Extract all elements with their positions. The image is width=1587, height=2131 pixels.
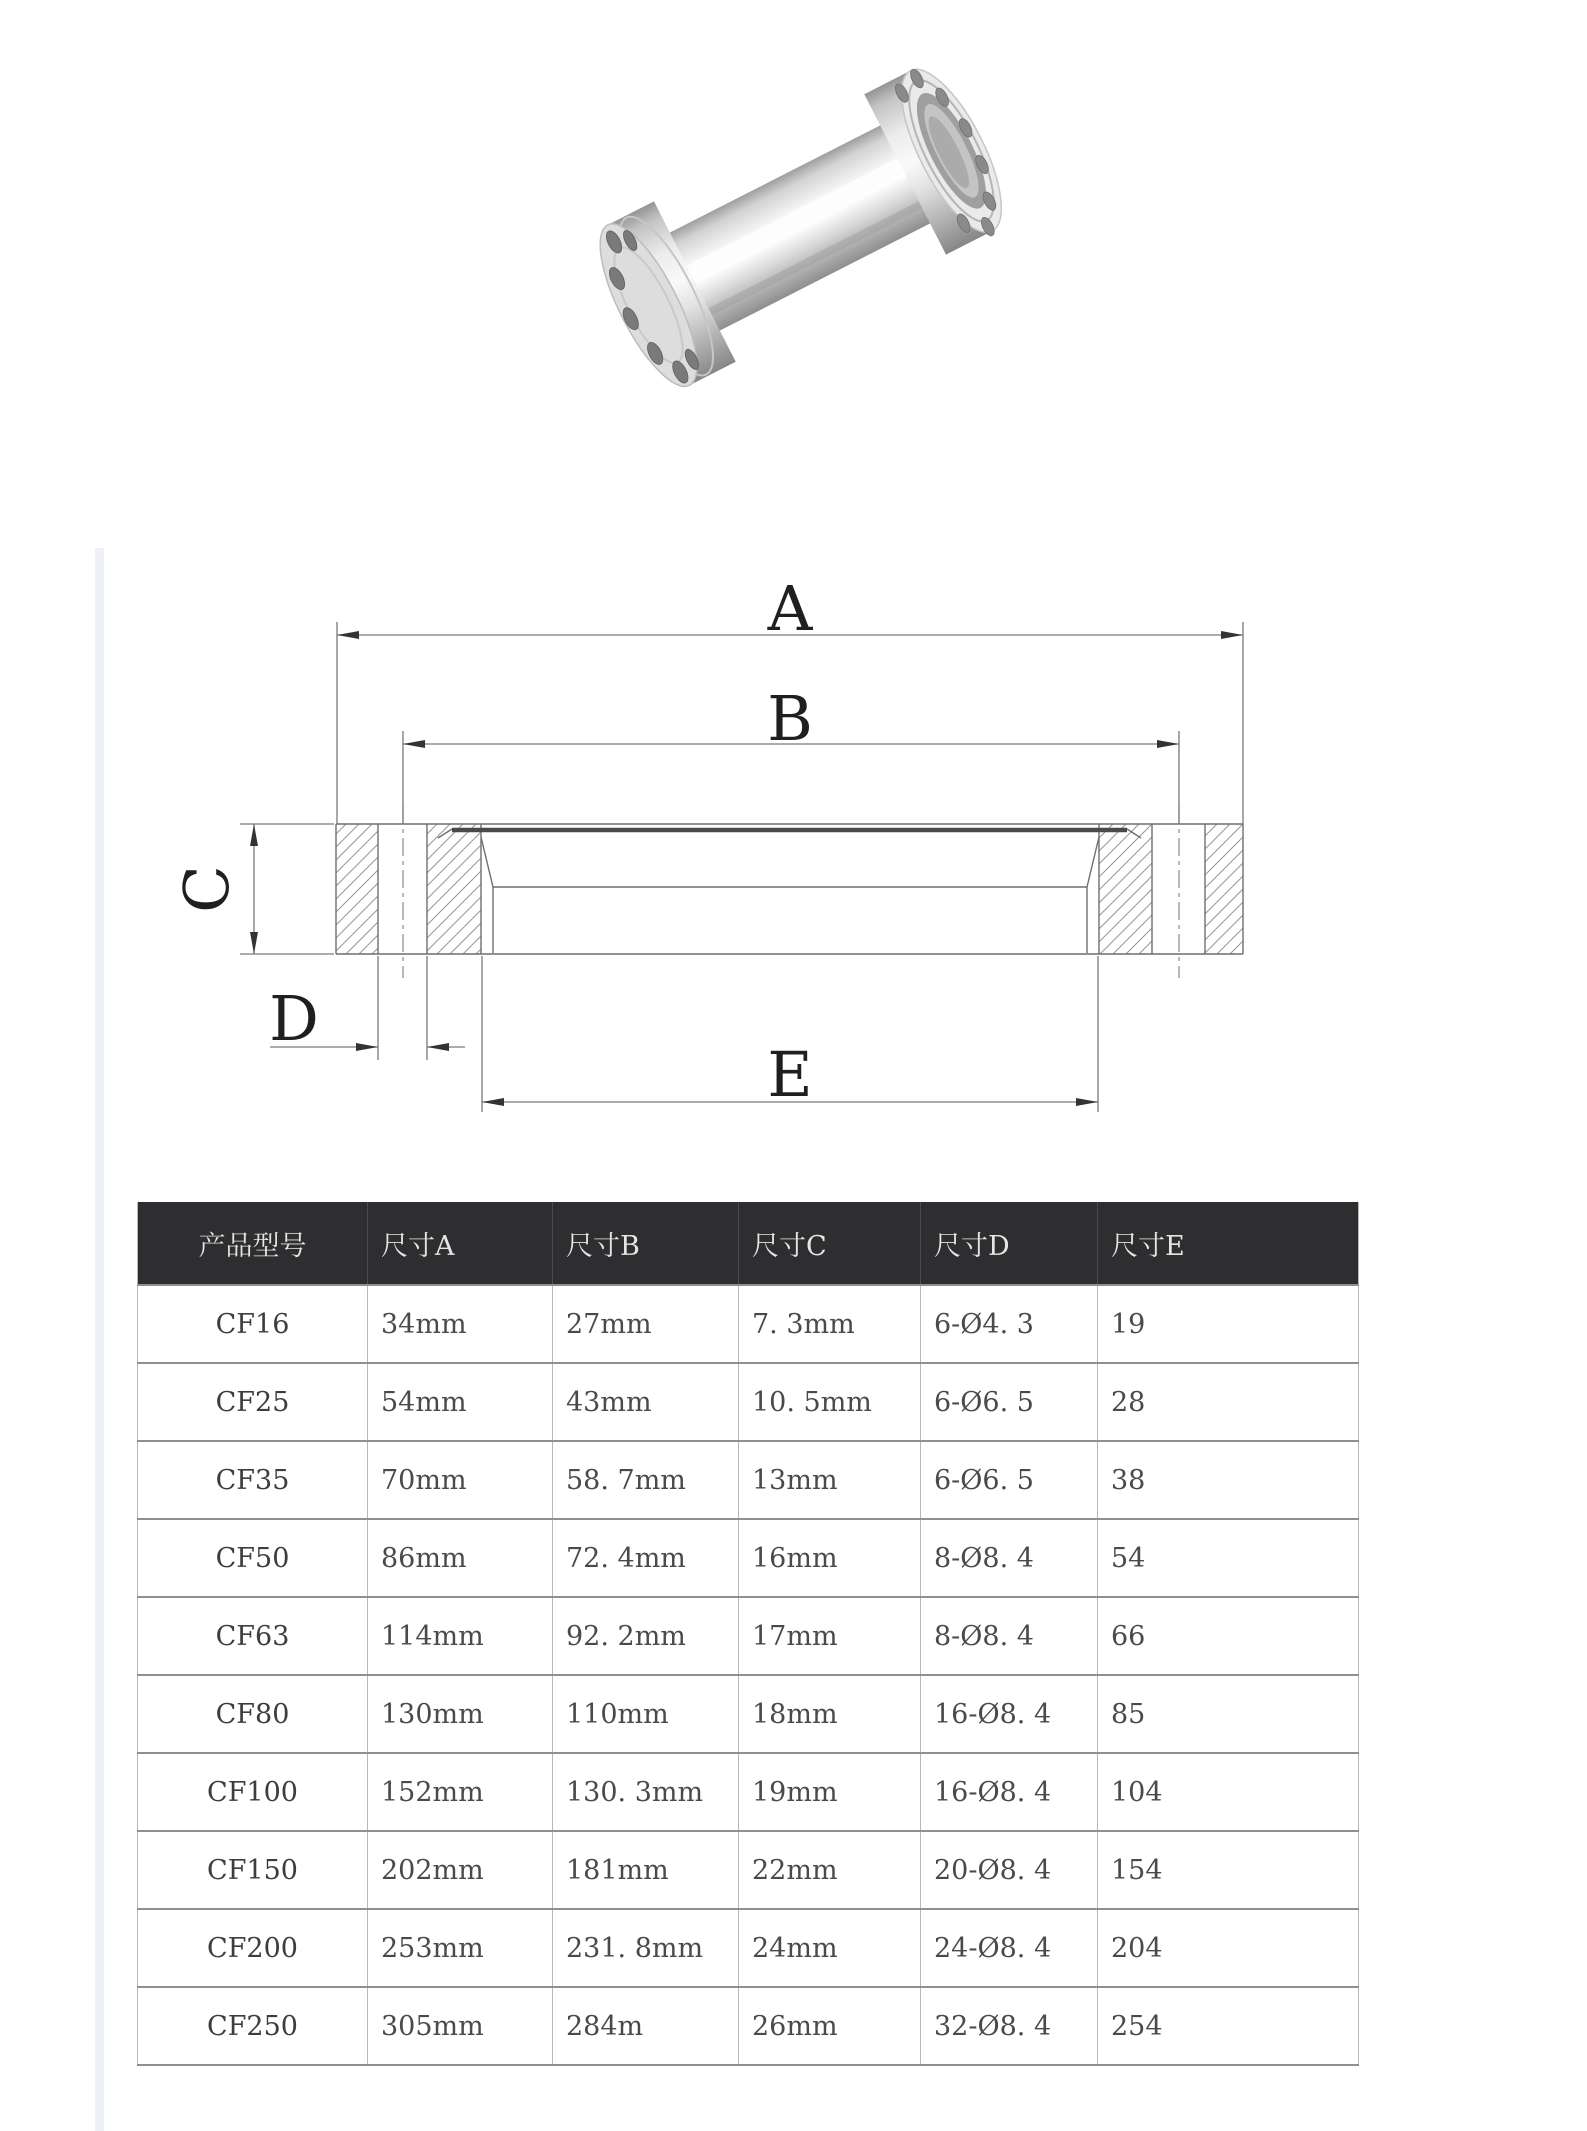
table-row (138, 1675, 1359, 1753)
dimension-cell: 24-Ø8. 4 (921, 1909, 1098, 1987)
dimension-cell: 253mm (368, 1909, 553, 1987)
dimension-cell: 66 (1098, 1597, 1359, 1675)
column-header: 尺寸C (739, 1202, 921, 1285)
model-cell: CF63 (138, 1597, 368, 1675)
table-row (138, 1909, 1359, 1987)
dim-label-a: A (767, 572, 813, 645)
header-row (138, 1202, 1359, 1285)
dimension-cell: 8-Ø8. 4 (921, 1519, 1098, 1597)
dimension-cell: 24mm (739, 1909, 921, 1987)
dimension-cell: 7. 3mm (739, 1285, 921, 1363)
dimension-cell: 13mm (739, 1441, 921, 1519)
table-row (138, 1285, 1359, 1363)
dimension-cell: 22mm (739, 1831, 921, 1909)
dimension-cell: 16mm (739, 1519, 921, 1597)
model-cell: CF50 (138, 1519, 368, 1597)
dimension-cell: 58. 7mm (553, 1441, 739, 1519)
column-header: 尺寸B (553, 1202, 739, 1285)
dimension-cell: 114mm (368, 1597, 553, 1675)
table-row (138, 1831, 1359, 1909)
dimension-cell: 202mm (368, 1831, 553, 1909)
column-header: 尺寸D (921, 1202, 1098, 1285)
model-cell: CF16 (138, 1285, 368, 1363)
table-row (138, 1441, 1359, 1519)
flange-section-hatching (336, 824, 1243, 954)
dimension-cell: 54 (1098, 1519, 1359, 1597)
dimension-lines (240, 622, 1243, 1112)
dim-label-d: D (269, 982, 319, 1055)
table-row (138, 1363, 1359, 1441)
dimension-cell: 20-Ø8. 4 (921, 1831, 1098, 1909)
dimension-cell: 28 (1098, 1363, 1359, 1441)
dimension-cell: 70mm (368, 1441, 553, 1519)
dimension-cell: 32-Ø8. 4 (921, 1987, 1098, 2065)
column-header: 尺寸A (368, 1202, 553, 1285)
dimension-cell: 154 (1098, 1831, 1359, 1909)
dim-label-c: C (170, 865, 243, 913)
dimension-cell: 104 (1098, 1753, 1359, 1831)
spec-table-header (138, 1202, 1359, 1285)
dimension-cell: 16-Ø8. 4 (921, 1753, 1098, 1831)
dimension-cell: 305mm (368, 1987, 553, 2065)
dimension-cell: 19mm (739, 1753, 921, 1831)
dim-label-e: E (767, 1038, 813, 1111)
column-header: 产品型号 (138, 1202, 368, 1285)
dimension-cell: 38 (1098, 1441, 1359, 1519)
spec-table-body (138, 1285, 1359, 2065)
dimension-cell: 181mm (553, 1831, 739, 1909)
dimension-cell: 254 (1098, 1987, 1359, 2065)
dimension-arrows (250, 631, 1243, 1106)
table-row (138, 1987, 1359, 2065)
model-cell: CF150 (138, 1831, 368, 1909)
model-cell: CF100 (138, 1753, 368, 1831)
model-cell: CF250 (138, 1987, 368, 2065)
dimension-cell: 8-Ø8. 4 (921, 1597, 1098, 1675)
model-cell: CF25 (138, 1363, 368, 1441)
dimension-cell: 110mm (553, 1675, 739, 1753)
dimension-cell: 18mm (739, 1675, 921, 1753)
dimension-cell: 130mm (368, 1675, 553, 1753)
dimension-cell: 204 (1098, 1909, 1359, 1987)
dimension-cell: 6-Ø6. 5 (921, 1441, 1098, 1519)
dimension-cell: 72. 4mm (553, 1519, 739, 1597)
spec-table (137, 1202, 1359, 2066)
dimension-cell: 85 (1098, 1675, 1359, 1753)
dimension-cell: 284m (553, 1987, 739, 2065)
dimension-cell: 92. 2mm (553, 1597, 739, 1675)
model-cell: CF35 (138, 1441, 368, 1519)
table-row (138, 1519, 1359, 1597)
dimension-cell: 231. 8mm (553, 1909, 739, 1987)
dimension-cell: 130. 3mm (553, 1753, 739, 1831)
table-row (138, 1597, 1359, 1675)
dimension-cell: 6-Ø6. 5 (921, 1363, 1098, 1441)
dimension-cell: 26mm (739, 1987, 921, 2065)
dimension-cell: 27mm (553, 1285, 739, 1363)
model-cell: CF80 (138, 1675, 368, 1753)
dimension-cell: 86mm (368, 1519, 553, 1597)
model-cell: CF200 (138, 1909, 368, 1987)
dimension-cell: 16-Ø8. 4 (921, 1675, 1098, 1753)
dimension-cell: 17mm (739, 1597, 921, 1675)
dimension-cell: 43mm (553, 1363, 739, 1441)
dimension-cell: 152mm (368, 1753, 553, 1831)
dimension-cell: 6-Ø4. 3 (921, 1285, 1098, 1363)
dimension-cell: 34mm (368, 1285, 553, 1363)
dimension-cell: 10. 5mm (739, 1363, 921, 1441)
dimension-cell: 19 (1098, 1285, 1359, 1363)
dim-label-b: B (767, 682, 813, 755)
column-header: 尺寸E (1098, 1202, 1359, 1285)
dimension-cell: 54mm (368, 1363, 553, 1441)
table-row (138, 1753, 1359, 1831)
